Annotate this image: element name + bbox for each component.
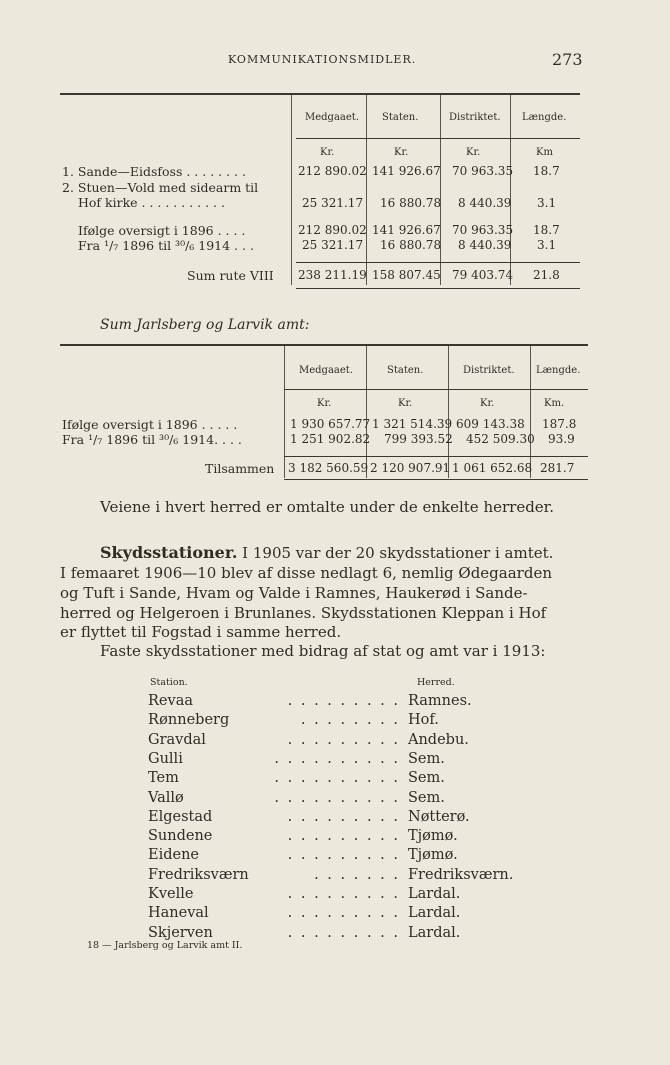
station-name: Tem <box>148 770 179 787</box>
total-staten: 2 120 907.91 <box>370 461 451 475</box>
cell-medgaaet: 1 930 657.77 <box>290 417 371 431</box>
herred-name: Sem. <box>408 750 445 767</box>
table1-vline <box>366 95 367 285</box>
table1-unit: Kr. <box>320 147 335 158</box>
cell-distriktet: 8 440.39 <box>458 196 512 210</box>
total-laengde: 281.7 <box>540 461 575 475</box>
total-label: Tilsammen <box>205 461 275 476</box>
station-name: Elgestad <box>148 808 213 825</box>
cell-staten: 16 880.78 <box>380 238 442 252</box>
leader-dots: . . . . . . . . . <box>287 886 400 902</box>
table1-unit: Km <box>536 147 553 158</box>
paragraph-line: Faste skydsstationer med bidrag af stat og amt var i 1913: <box>100 642 546 660</box>
table2-col-header: Distriktet. <box>463 365 515 376</box>
cell-distriktet: 70 963.35 <box>452 164 514 178</box>
leader-dots: . . . . . . . . . <box>287 847 400 864</box>
leader-dots: . . . . . . . . . <box>287 905 400 922</box>
table1-vline <box>440 95 441 285</box>
table1-col-header: Medgaaet. <box>305 112 359 123</box>
paragraph-line: I femaaret 1906—10 blev af disse nedlagt 6, nemlig Ødegaarden <box>60 564 552 582</box>
table1-total-rule <box>296 262 580 263</box>
station-name: Vallø <box>148 789 184 806</box>
herred-name: Tjømø. <box>408 828 458 845</box>
table2-unit: Kr. <box>398 398 413 409</box>
total-distriktet: 1 061 652.68 <box>452 461 533 475</box>
table1-unit: Kr. <box>394 147 409 158</box>
total-medgaaet: 3 182 560.59 <box>288 461 369 475</box>
row-label: Ifølge oversigt i 1896 . . . . . <box>62 417 238 432</box>
row-label: Hof kirke . . . . . . . . . . . <box>78 195 225 210</box>
cell-laengde: 18.7 <box>533 164 560 178</box>
cell-laengde: 93.9 <box>548 432 575 446</box>
leader-dots: . . . . . . . . . <box>287 924 400 941</box>
station-name: Sundene <box>148 828 213 845</box>
cell-medgaaet: 25 321.17 <box>302 238 364 252</box>
total-staten: 158 807.45 <box>372 268 441 282</box>
row-label: Fra ¹/₇ 1896 til ³⁰/₆ 1914 . . . <box>78 238 254 253</box>
page-number: 273 <box>552 50 583 69</box>
herred-name: Lardal. <box>408 886 461 902</box>
herred-name: Fredriksværn. <box>408 866 514 883</box>
cell-laengde: 18.7 <box>533 223 560 237</box>
running-header <box>0 50 670 73</box>
table2-vline <box>448 346 449 478</box>
cell-staten: 1 321 514.39 <box>372 417 453 431</box>
table2-total-rule <box>284 456 588 457</box>
station-name: Gravdal <box>148 731 206 748</box>
paragraph-line: I 1905 var der 20 skydsstationer i amtet. <box>242 544 554 562</box>
section-heading: Sum Jarlsberg og Larvik amt: <box>100 317 310 333</box>
leader-dots: . . . . . . . <box>314 866 400 883</box>
leader-dots: . . . . . . . . . . <box>274 789 400 806</box>
paragraph-line: og Tuft i Sande, Hvam og Valde i Ramnes, Haukerød i Sande- <box>60 584 528 602</box>
herred-name: Lardal. <box>408 924 461 941</box>
station-name: Haneval <box>148 905 209 922</box>
cell-distriktet: 70 963.35 <box>452 223 514 237</box>
cell-medgaaet: 25 321.17 <box>302 196 364 210</box>
herred-name: Andebu. <box>408 731 469 748</box>
table1-col-header: Længde. <box>522 112 567 123</box>
table1-col-header: Distriktet. <box>449 112 501 123</box>
table2-bottom-rule <box>284 479 588 480</box>
leader-dots: . . . . . . . . <box>300 712 400 729</box>
cell-staten: 141 926.67 <box>372 164 441 178</box>
herred-name: Tjømø. <box>408 847 458 864</box>
table1-col-header: Staten. <box>382 112 419 123</box>
table2-top-rule <box>60 344 588 346</box>
table1-unit: Kr. <box>466 147 481 158</box>
station-name: Eidene <box>148 847 200 864</box>
table1-header-rule <box>296 138 580 139</box>
station-name: Fredriksværn <box>148 866 249 883</box>
cell-laengde: 3.1 <box>537 238 557 252</box>
table1-vline <box>291 95 292 285</box>
table2-vline <box>530 346 531 478</box>
herred-name: Lardal. <box>408 905 461 922</box>
table2-col-header: Medgaaet. <box>299 365 353 376</box>
table2-unit: Kr. <box>480 398 495 409</box>
herred-name: Sem. <box>408 770 445 787</box>
station-name: Gulli <box>148 750 183 767</box>
cell-staten: 16 880.78 <box>380 196 442 210</box>
herred-name: Sem. <box>408 789 445 806</box>
note-text: Veiene i hvert herred er omtalte under de enkelte herreder. <box>100 498 554 516</box>
station-name: Rønneberg <box>148 712 230 729</box>
table2-unit: Kr. <box>317 398 332 409</box>
paragraph-line: er flyttet til Fogstad i samme herred. <box>60 623 342 641</box>
table2-vline <box>284 346 285 478</box>
herred-name: Hof. <box>408 712 439 729</box>
paragraph-heading: Skydsstationer. <box>100 543 238 562</box>
table2-header-rule <box>284 389 588 390</box>
table1-vline <box>510 95 511 285</box>
row-label: Ifølge oversigt i 1896 . . . . <box>78 223 246 238</box>
cell-staten: 141 926.67 <box>372 223 441 237</box>
leader-dots: . . . . . . . . . <box>287 731 400 748</box>
table1-top-rule <box>60 93 580 95</box>
cell-laengde: 187.8 <box>542 417 577 431</box>
table2-col-header: Længde. <box>536 365 581 376</box>
paragraph-line: herred og Helgeroen i Brunlanes. Skydsstationen Kleppan i Hof <box>60 604 547 622</box>
total-distriktet: 79 403.74 <box>452 268 514 282</box>
table2-unit: Km. <box>544 398 565 409</box>
herred-column-header: Herred. <box>417 677 455 688</box>
station-name: Revaa <box>148 693 193 709</box>
herred-name: Ramnes. <box>408 693 472 709</box>
leader-dots: . . . . . . . . . <box>287 693 400 709</box>
table1-bottom-rule <box>296 288 580 289</box>
running-title: KOMMUNIKATIONSMIDLER. <box>228 53 417 66</box>
cell-laengde: 3.1 <box>537 196 557 210</box>
row-label: Fra ¹/₇ 1896 til ³⁰/₆ 1914. . . . <box>62 432 242 447</box>
herred-name: Nøtterø. <box>408 808 470 825</box>
leader-dots: . . . . . . . . . . <box>274 770 400 787</box>
total-label: Sum rute VIII <box>187 268 274 283</box>
total-medgaaet: 238 211.19 <box>298 268 367 282</box>
station-name: Skjerven <box>148 924 213 941</box>
total-laengde: 21.8 <box>533 268 560 282</box>
station-column-header: Station. <box>150 677 188 688</box>
cell-medgaaet: 1 251 902.82 <box>290 432 371 446</box>
cell-distriktet: 8 440.39 <box>458 238 512 252</box>
cell-distriktet: 609 143.38 <box>456 417 525 431</box>
cell-staten: 799 393.52 <box>384 432 453 446</box>
cell-medgaaet: 212 890.02 <box>298 223 367 237</box>
cell-distriktet: 452 509.30 <box>466 432 535 446</box>
page-footer: 18 — Jarlsberg og Larvik amt II. <box>87 940 243 951</box>
row-label: 2. Stuen—Vold med sidearm til <box>62 180 259 195</box>
leader-dots: . . . . . . . . . <box>287 828 400 845</box>
table2-col-header: Staten. <box>387 365 424 376</box>
leader-dots: . . . . . . . . . <box>287 808 400 825</box>
row-label: 1. Sande—Eidsfoss . . . . . . . . <box>62 164 246 179</box>
leader-dots: . . . . . . . . . . <box>274 750 400 767</box>
station-name: Kvelle <box>148 886 194 902</box>
cell-medgaaet: 212 890.02 <box>298 164 367 178</box>
table2-vline <box>366 346 367 478</box>
